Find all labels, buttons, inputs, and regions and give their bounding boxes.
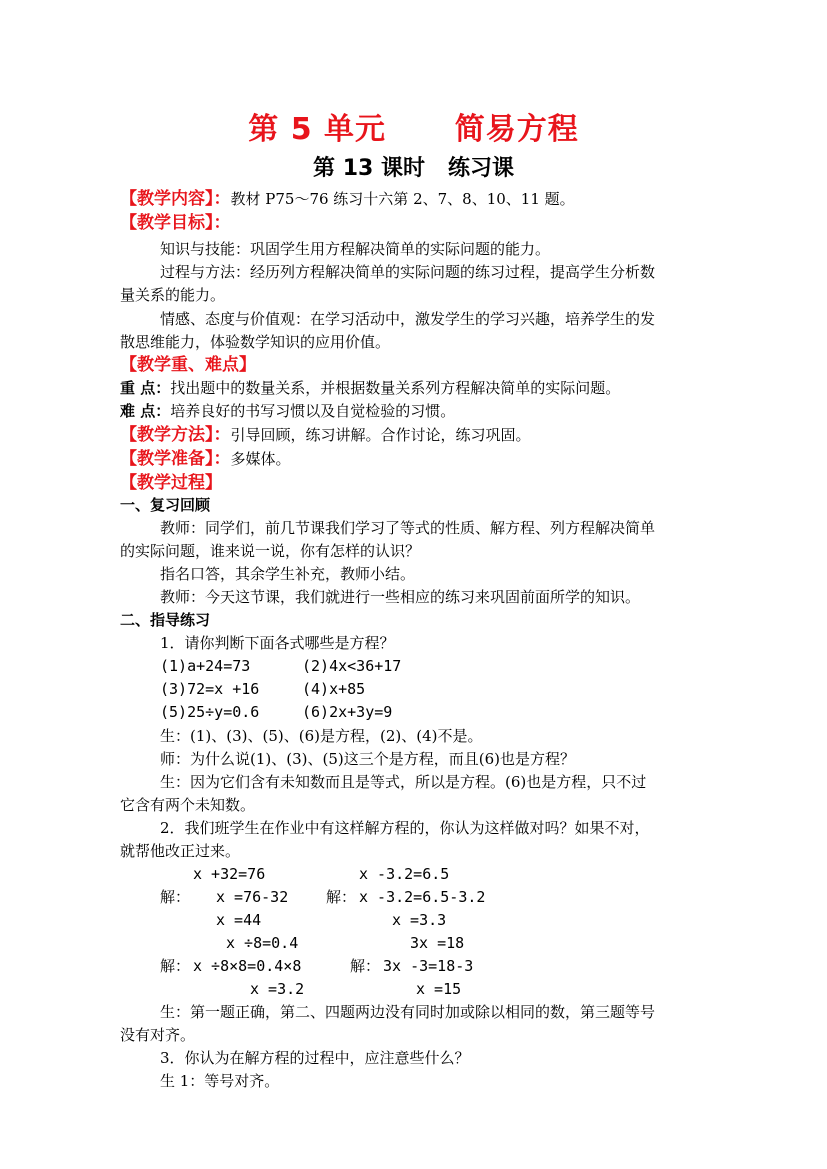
q3-answer-1: 生 1：等号对齐。 <box>160 1072 280 1090</box>
keys-label: 【教学重、难点】 <box>120 355 256 375</box>
process-heading <box>120 472 222 494</box>
key-point-label: 重 点： <box>120 379 171 397</box>
eq-d-solve-label: 解： <box>350 957 381 975</box>
s1-line-1: 教师：同学们，前几节课我们学习了等式的性质、解方程、列方程解决简单 <box>160 519 656 537</box>
goal-line-3: 量关系的能力。 <box>120 286 226 304</box>
q2-answer-2: 没有对齐。 <box>120 1026 196 1044</box>
eq-a-line-1: x +32=76 <box>193 865 266 883</box>
method-line <box>120 424 531 446</box>
eq-c-line-3: x =3.2 <box>250 980 305 998</box>
method-text: 引导回顾，练习讲解。合作讨论，练习巩固。 <box>230 426 531 444</box>
eq-b-line-2: x -3.2=6.5-3.2 <box>359 888 486 906</box>
q1-answer-3: 生：因为它们含有未知数而且是等式，所以是方程。(6)也是方程，只不过 <box>160 773 647 791</box>
process-label: 【教学过程】 <box>120 473 222 493</box>
content-text: 教材 P75～76 练习十六第 2、7、8、10、11 题。 <box>230 190 575 208</box>
lesson-type: 练习课 <box>447 156 514 181</box>
prep-label: 【教学准备】： <box>120 449 231 469</box>
prep-text: 多媒体。 <box>230 450 291 468</box>
q2-prompt-1: 2．我们班学生在作业中有这样解方程的，你认为这样做对吗？如果不对， <box>160 819 650 837</box>
key-point-line <box>120 377 620 399</box>
keys-heading <box>120 354 256 376</box>
lesson-title <box>0 151 827 182</box>
goal-line-1: 知识与技能：巩固学生用方程解决简单的实际问题的能力。 <box>160 240 551 258</box>
q1-answer-2: 师：为什么说(1)、(3)、(5)这三个是方程，而且(6)也是方程？ <box>160 750 575 768</box>
eq-b-line-3: x =3.3 <box>392 911 447 929</box>
goal-line-4: 情感、态度与价值观：在学习活动中，激发学生的学习兴趣，培养学生的发 <box>160 310 656 328</box>
content-line <box>120 188 575 210</box>
eq-b-solve-label: 解： <box>326 888 357 906</box>
section-2-heading: 二、指导练习 <box>120 611 211 629</box>
method-label: 【教学方法】： <box>120 425 231 445</box>
eq-a-line-2: x =76-32 <box>216 888 289 906</box>
unit-number: 第 5 单元 <box>248 112 387 147</box>
eq-d-line-1: 3x =18 <box>410 934 465 952</box>
section-1-heading: 一、复习回顾 <box>120 496 211 514</box>
s1-line-4: 教师：今天这节课，我们就进行一些相应的练习来巩固前面所学的知识。 <box>160 588 641 606</box>
q1-prompt: 1．请你判断下面各式哪些是方程？ <box>160 634 395 652</box>
difficulty-line <box>120 400 455 422</box>
key-point-text: 找出题中的数量关系，并根据数量关系列方程解决简单的实际问题。 <box>170 379 621 397</box>
q3-prompt: 3．你认为在解方程的过程中，应注意些什么？ <box>160 1049 470 1067</box>
s1-line-3: 指名口答，其余学生补充，教师小结。 <box>160 565 416 583</box>
eq-d-line-2: 3x -3=18-3 <box>383 957 474 975</box>
eq-a-line-3: x =44 <box>216 911 262 929</box>
q2-answer-1: 生：第一题正确，第二、四题两边没有同时加或除以相同的数，第三题等号 <box>160 1003 656 1021</box>
q1-item-2: (2)4x<36+17 <box>302 657 402 675</box>
q1-item-5: (5)25÷y=0.6 <box>160 703 260 721</box>
q1-answer-4: 它含有两个未知数。 <box>120 796 256 814</box>
difficulty-text: 培养良好的书写习惯以及自觉检验的习惯。 <box>170 402 456 420</box>
eq-c-line-2: x ÷8×8=0.4×8 <box>193 957 302 975</box>
unit-name: 简易方程 <box>454 112 579 147</box>
eq-d-line-3: x =15 <box>416 980 462 998</box>
q1-answer-1: 生：(1)、(3)、(5)、(6)是方程，(2)、(4)不是。 <box>160 727 483 745</box>
s1-line-2: 的实际问题，谁来说一说，你有怎样的认识？ <box>120 542 421 560</box>
q1-item-3: (3)72=x +16 <box>160 680 260 698</box>
eq-b-line-1: x -3.2=6.5 <box>359 865 450 883</box>
q1-item-6: (6)2x+3y=9 <box>302 703 393 721</box>
lesson-number: 第 13 课时 <box>313 156 425 181</box>
q1-item-1: (1)a+24=73 <box>160 657 251 675</box>
goals-heading <box>120 212 231 234</box>
q2-prompt-2: 就帮他改正过来。 <box>120 842 241 860</box>
difficulty-label: 难 点： <box>120 402 171 420</box>
eq-c-line-1: x ÷8=0.4 <box>226 934 299 952</box>
content-label: 【教学内容】： <box>120 189 231 209</box>
page-title <box>0 104 827 148</box>
q1-item-4: (4)x+85 <box>302 680 366 698</box>
eq-a-solve-label: 解： <box>160 888 191 906</box>
prep-line <box>120 448 291 470</box>
goal-line-2: 过程与方法：经历列方程解决简单的实际问题的练习过程，提高学生分析数 <box>160 263 656 281</box>
goal-line-5: 散思维能力，体验数学知识的应用价值。 <box>120 333 391 351</box>
goals-label: 【教学目标】： <box>120 213 231 233</box>
eq-c-solve-label: 解： <box>160 957 191 975</box>
